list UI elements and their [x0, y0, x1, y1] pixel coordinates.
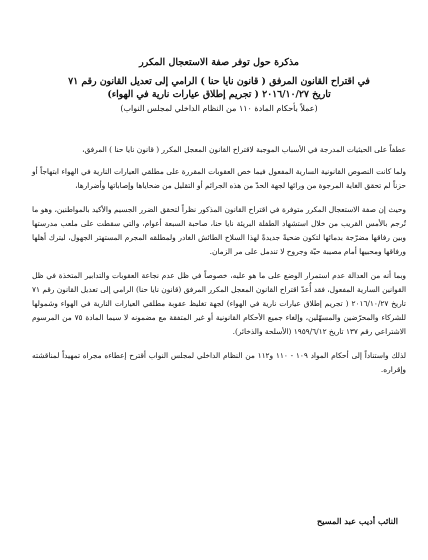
document-subtitle-line-2: تاريخ ٢٠١٦/١٠/٢٧ ( تجريم إطلاق عيارات نارية في الهواء): [107, 89, 331, 100]
paragraph-3: وحيث إن صفة الاستعجال المكرر متوفرة في اقتراح القانون المذكور نظراً لتحقق الضرر الجسيم والأكيد بالمواطنين، وهو ما تُرجم بالأمس القريب من خلال استشهاد الطفلة البريئة نايا حنا، صاحبة السبعة أعوام، والتي سقطت على ملعب مدرستها وبين رفاقها مضرّجة بدمائها لتكون ضحيةً جديدةً لهذا السلاح الطائش الغادر ولمطلقه المجرم المستهتر الجهول، ليترك أهلها ورفاقها ومحبيها أمام مصيبة حيّة وجروح لا تندمل على مر الزمان.: [32, 205, 406, 256]
document-subtitle-line-3: (عملاً بأحكام المادة ١١٠ من النظام الداخلي لمجلس النواب): [120, 104, 318, 113]
paragraph-2: ولما كانت النصوص القانونية السارية المفعول فيما خص العقوبات المقررة على مطلقي العيارات النارية في الهواء ابتهاجاً أو حزناً لم تحقق الغاية المرجوة من ورائها لجهة الحدّ من هذه الجرائم أو التقليل من ضحاياها وإصاباتها وأضرارها،: [32, 167, 406, 190]
signature: النائب أديب عبد المسيح: [316, 516, 398, 526]
paragraph-5: لذلك واستناداً إلى أحكام المواد ١٠٩ - ١١٠ و١١٢ من النظام الداخلي لمجلس النواب أقترح إعطاءه مجراه تمهيداً لمناقشته وإقراره.: [32, 351, 406, 374]
document-title: مذكرة حول توفر صفة الاستعجال المكرر: [139, 57, 299, 68]
paragraph-4: وبما أنه من العدالة عدم استمرار الوضع على ما هو عليه، خصوصاً في ظل عدم نجاعة العقوبات والتدابير المتخذة في ظل القوانين السارية المفعول، فقد أُعدّ اقتراح القانون المعجل المكرر المرفق (قانون نايا حنا) الرامي إلى تعديل القانون رقم ٧١ تاريخ ٢٠١٦/١٠/٢٧ ( تجريم إطلاق عيارات نارية في الهواء) لجهة تغليظ عقوبة مطلقي العيارات النارية في الهواء وشمولها للشركاء والمحرّضين والمسهّلين، وإلغاء جميع الأحكام القانونية أو غير المتفقة مع مضمونه لا سيما المادة ٧٥ من المرسوم الاشتراعي رقم ١٣٧ تاريخ ١٩٥٩/٦/١٢ (الأسلحة والذخائر).: [32, 271, 406, 336]
heading-spacer: [32, 115, 406, 143]
paragraph-1: عطفاً على الحيثيات المدرجة في الأسباب الموجبة لاقتراح القانون المعجل المكرر ( قانون نايا حنا ) المرفق،: [82, 145, 406, 154]
document-subtitle-line-1: في اقتراح القانون المرفق ( قانون نايا حنا ) الرامي إلى تعديل القانون رقم ٧١: [68, 76, 370, 87]
